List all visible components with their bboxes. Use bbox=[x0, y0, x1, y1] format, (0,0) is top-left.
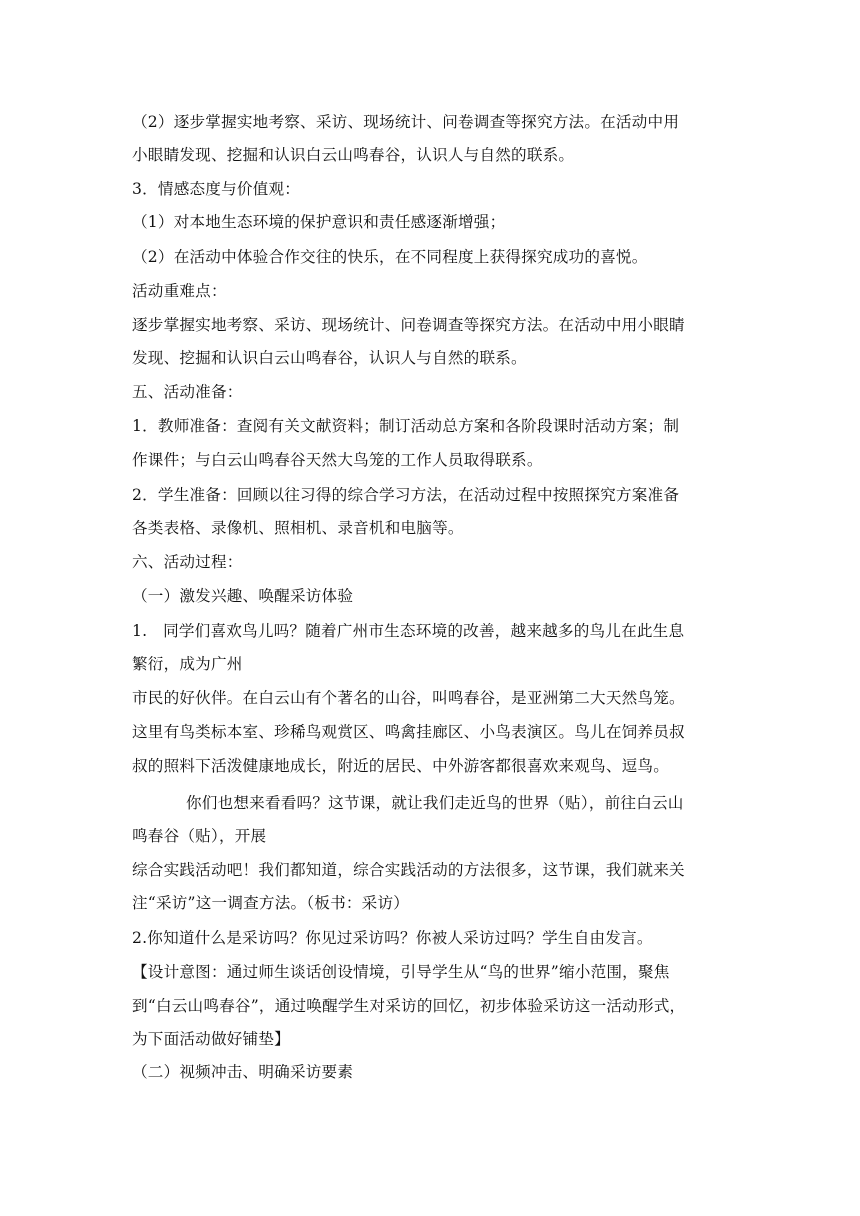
text-line: 这里有鸟类标本室、珍稀鸟观赏区、鸣禽挂廊区、小鸟表演区。鸟儿在饲养员叔 bbox=[132, 723, 685, 741]
text-line: 小眼睛发现、挖掘和认识白云山鸣春谷，认识人与自然的联系。 bbox=[132, 146, 575, 164]
text-line: 发现、挖掘和认识白云山鸣春谷，认识人与自然的联系。 bbox=[132, 349, 527, 367]
text-line: 繁衍，成为广州 bbox=[132, 655, 243, 673]
text-line: 注“采访”这一调查方法。（板书：采访） bbox=[132, 894, 410, 912]
text-line: 作课件；与白云山鸣春谷天然大鸟笼的工作人员取得联系。 bbox=[132, 451, 543, 469]
text-line: 鸣春谷（贴），开展 bbox=[132, 827, 267, 845]
text-line: 2．学生准备：回顾以往习得的综合学习方法，在活动过程中按照探究方案准备 bbox=[132, 486, 680, 504]
text-line: （二）视频冲击、明确采访要素 bbox=[132, 1063, 354, 1081]
text-line: （2）逐步掌握实地考察、采访、现场统计、问卷调查等探究方法。在活动中用 bbox=[132, 113, 680, 131]
text-line: 2.你知道什么是采访吗？你见过采访吗？你被人采访过吗？学生自由发言。 bbox=[132, 929, 653, 947]
text-line: （2）在活动中体验合作交往的快乐，在不同程度上获得探究成功的喜悦。 bbox=[132, 248, 648, 266]
text-line: 1．教师准备：查阅有关文献资料；制订活动总方案和各阶段课时活动方案；制 bbox=[132, 417, 680, 435]
text-line: （1）对本地生态环境的保护意识和责任感逐渐增强； bbox=[132, 213, 506, 231]
section-heading: 六、活动过程： bbox=[132, 553, 243, 571]
text-line: 叔的照料下活泼健康地成长，附近的居民、中外游客都很喜欢来观鸟、逗鸟。 bbox=[132, 757, 669, 775]
section-heading: 五、活动准备： bbox=[132, 383, 243, 401]
text-line: 各类表格、录像机、照相机、录音机和电脑等。 bbox=[132, 519, 464, 537]
text-line: 1. 同学们喜欢鸟儿吗？随着广州市生态环境的改善，越来越多的鸟儿在此生息 bbox=[132, 622, 685, 640]
text-line: 到“白云山鸣春谷”，通过唤醒学生对采访的回忆，初步体验采访这一活动形式， bbox=[132, 997, 686, 1015]
text-line: 逐步掌握实地考察、采访、现场统计、问卷调查等探究方法。在活动中用小眼睛 bbox=[132, 316, 685, 334]
text-line: （一）激发兴趣、唤醒采访体验 bbox=[132, 587, 354, 605]
text-line: 综合实践活动吧！我们都知道，综合实践活动的方法很多，这节课，我们就来关 bbox=[132, 861, 685, 879]
text-line: 3．情感态度与价值观： bbox=[132, 180, 301, 198]
text-line: 市民的好伙伴。在白云山有个著名的山谷，叫鸣春谷，是亚洲第二大天然鸟笼。 bbox=[132, 689, 685, 707]
text-line: 你们也想来看看吗？这节课，就让我们走近鸟的世界（贴），前往白云山 bbox=[186, 794, 684, 812]
text-line: 【设计意图：通过师生谈话创设情境，引导学生从“鸟的世界”缩小范围，聚焦 bbox=[132, 963, 670, 981]
text-line: 为下面活动做好铺垫】 bbox=[132, 1030, 290, 1048]
text-line: 活动重难点： bbox=[132, 282, 227, 300]
